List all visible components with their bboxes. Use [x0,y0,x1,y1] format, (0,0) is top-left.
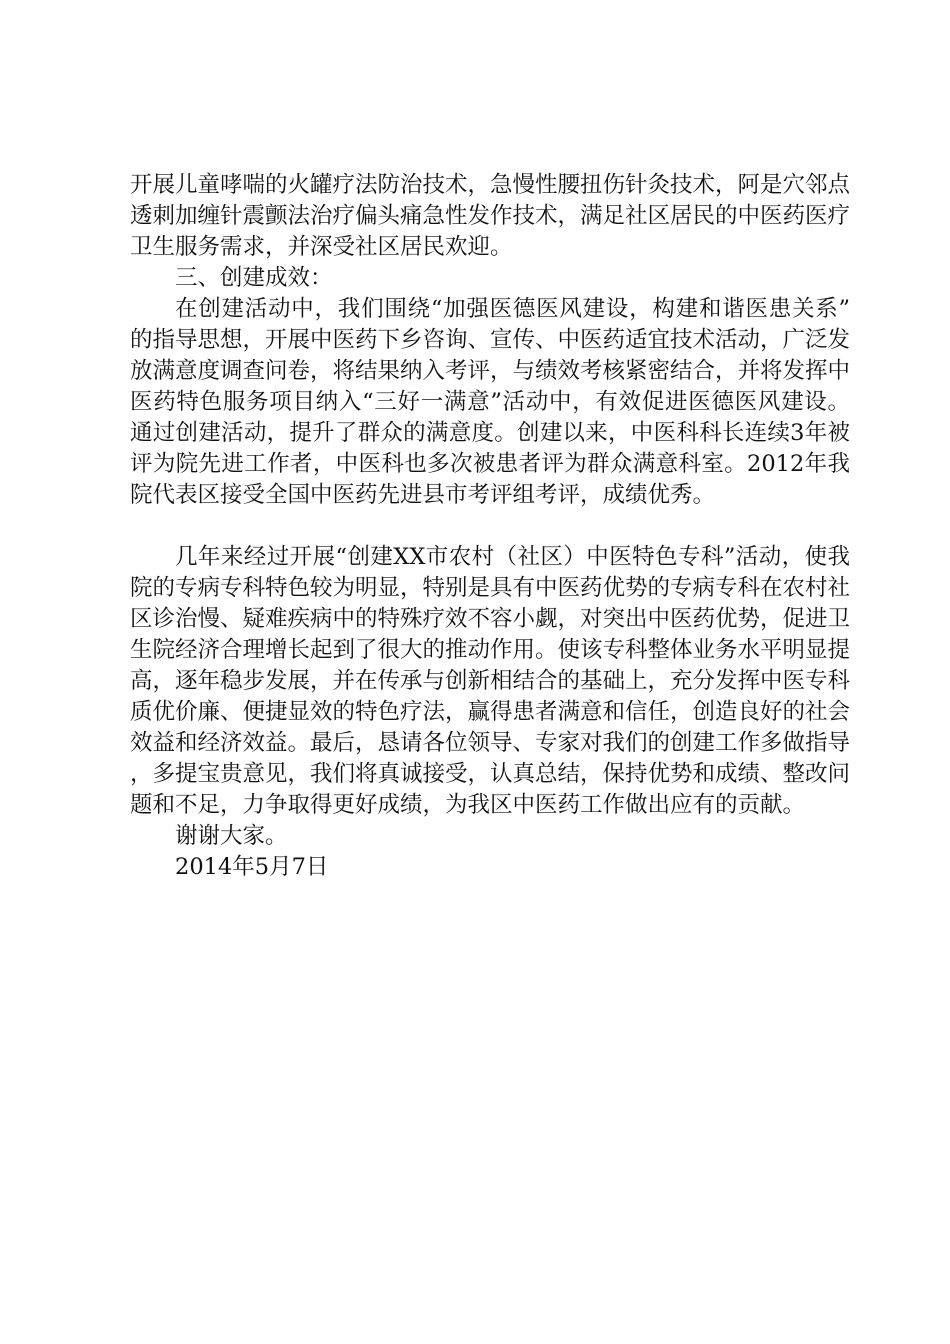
paragraph-conclusion: 几年来经过开展“创建XX市农村（社区）中医特色专科”活动，使我院的专病专科特色较为明显，特别是具有中医药优势的专病专科在农村社区诊治慢、疑难疾病中的特殊疗效不容小觑，对突出中医药优势，促进卫生院经济合理增长起到了很大的推动作用。使该专科整体业务水平明显提高，逐年稳步发展，并在传承与创新相结合的基础上，充分发挥中医专科质优价廉、便捷显效的特色疗法，赢得患者满意和信任，创造良好的社会效益和经济效益。最后，恳请各位领导、专家对我们的创建工作多做指导，多提宝贵意见，我们将真诚接受，认真总结，保持优势和成绩、整改问题和不足，力争取得更好成绩，为我区中医药工作做出应有的贡献。 [130,544,851,818]
document-date: 2014年5月7日 [175,854,329,880]
paragraph-gap [130,511,850,542]
document-body [130,170,850,883]
section-heading: 三、创建成效： [175,265,333,291]
paragraph-continuation: 开展儿童哮喘的火罐疗法防治技术，急慢性腰扭伤针灸技术，阿是穴邻点透刺加缠针震颤法治疗偏头痛急性发作技术，满足社区居民的中医药医疗卫生服务需求，并深受社区居民欢迎。 [130,172,851,260]
paragraph-achievements: 在创建活动中，我们围绕“加强医德医风建设，构建和谐医患关系”的指导思想，开展中医药下乡咨询、宣传、中医药适宜技术活动，广泛发放满意度调查问卷，将结果纳入考评，与绩效考核紧密结合，并将发挥中医药特色服务项目纳入“三好一满意”活动中，有效促进医德医风建设。通过创建活动，提升了群众的满意度。创建以来，中医科科长连续3年被评为院先进工作者，中医科也多次被患者评为群众满意科室。2012年我院代表区接受全国中医药先进县市考评组考评，成绩优秀。 [130,296,851,508]
closing-thanks: 谢谢大家。 [175,823,288,849]
